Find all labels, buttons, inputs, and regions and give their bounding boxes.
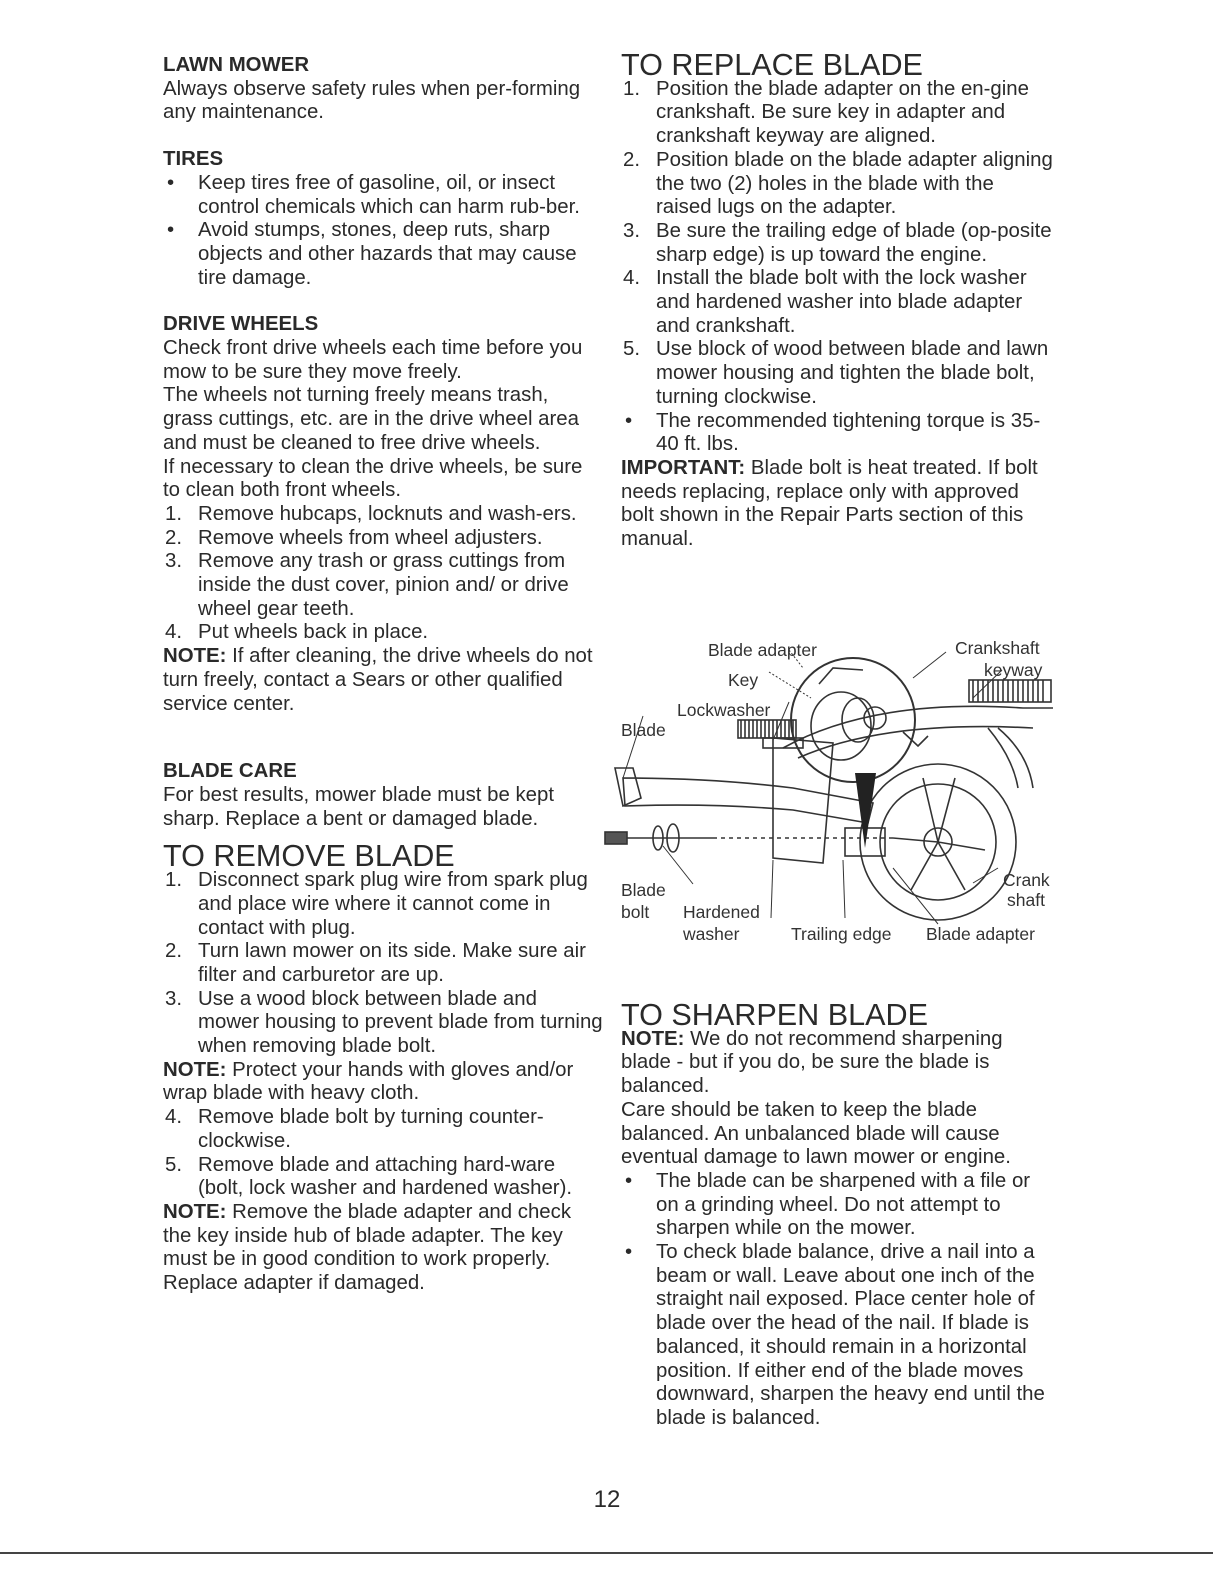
sharpen-p1: Care should be taken to keep the blade balanced. An unbalanced blade will cause eventual damage to lawn mower or engine. (621, 1098, 1011, 1169)
heading-lawn-mower: LAWN MOWER (163, 54, 310, 76)
list-item: 2. Position blade on the blade adapter aligning the two (2) holes in the blade with the raised lugs on the adapter. (623, 148, 1053, 219)
label-blade-top: Blade (621, 720, 666, 740)
tires-list (163, 172, 603, 291)
lawn-mower-text: Always observe safety rules when per-forming any maintenance. (163, 77, 581, 124)
heading-blade-care: BLADE CARE (163, 760, 297, 783)
label-blade-adapter-bottom: Blade adapter (926, 924, 1035, 944)
list-item: 3. Remove any trash or grass cuttings from inside the dust cover, pinion and/ or drive wheel gear teeth. (165, 550, 569, 620)
sharpen-list (621, 1170, 1053, 1431)
label-hardened-1: Hardened (683, 902, 760, 922)
left-column (163, 54, 603, 1296)
list-item: 3. Be sure the trailing edge of blade (op-posite sharp edge) is up toward the engine. (623, 219, 1052, 266)
bottom-rule (0, 1552, 1213, 1554)
label-hardened-2: washer (683, 924, 740, 944)
heading-sharpen-blade: TO SHARPEN BLADE (621, 998, 929, 1032)
label-crank-1: Crank (1003, 870, 1050, 890)
blade-shape (623, 778, 873, 823)
remove-blade-note2: NOTE: Remove the blade adapter and check the key inside hub of blade adapter. The key must be in good condition to work properly. Replace adapter if damaged. (163, 1200, 572, 1295)
label-blade-bolt-2: bolt (621, 902, 650, 922)
list-item: 4. Put wheels back in place. (165, 621, 429, 644)
section-replace-blade (621, 48, 1053, 552)
list-item: • The blade can be sharpened with a file or on a grinding wheel. Do not attempt to sharpen while on the mower. (625, 1169, 1031, 1240)
blade-care-text: For best results, mower blade must be kept sharp. Replace a bent or damaged blade. (163, 783, 554, 830)
label-blade-adapter-top: Blade adapter (708, 640, 817, 660)
detail-pointer-arrow (855, 773, 876, 848)
section-remove-blade (163, 839, 603, 1295)
list-item: 2. Turn lawn mower on its side. Make sure air filter and carburetor are up. (165, 940, 586, 986)
replace-blade-steps (621, 78, 1053, 457)
list-item: • Keep tires free of gasoline, oil, or insect control chemicals which can harm rub-ber. (167, 171, 580, 218)
label-lockwasher: Lockwasher (677, 700, 771, 720)
heading-drive-wheels: DRIVE WHEELS (163, 313, 319, 336)
sharpen-note: NOTE: We do not recommend sharpening blade - but if you do, be sure the blade is balanced. (621, 1027, 1003, 1098)
right-column (621, 48, 1053, 552)
list-item: • Avoid stumps, stones, deep ruts, sharp objects and other hazards that may cause tire damage. (167, 219, 577, 289)
heading-tires: TIRES (163, 148, 224, 171)
section-sharpen-blade (621, 998, 1053, 1431)
heading-replace-blade: TO REPLACE BLADE (621, 48, 923, 82)
blade-assembly-illustration (593, 628, 1058, 958)
label-crankshaft-keyway-2: keyway (984, 660, 1043, 680)
section-blade-care (163, 760, 603, 831)
list-item: 1. Position the blade adapter on the en-gine crankshaft. Be sure key in adapter and crankshaft keyway are aligned. (623, 77, 1029, 148)
label-crank-2: shaft (1007, 890, 1045, 910)
drive-wheels-p3: If necessary to clean the drive wheels, be sure to clean both front wheels. (163, 455, 583, 502)
label-blade-bolt-1: Blade (621, 880, 666, 900)
label-trailing-edge: Trailing edge (791, 924, 892, 944)
right-column-lower (621, 998, 1053, 1431)
list-item: 5. Use block of wood between blade and lawn mower housing and tighten the blade bolt, turning clockwise. (623, 338, 1049, 408)
section-tires (163, 148, 603, 290)
list-item: 4. Install the blade bolt with the lock washer and hardened washer into blade adapter and crankshaft. (623, 267, 1027, 337)
drive-wheels-steps (163, 503, 603, 645)
section-lawn-mower (163, 54, 603, 125)
list-item: • The recommended tightening torque is 35-40 ft. lbs. (625, 409, 1041, 456)
drive-wheels-p1: Check front drive wheels each time before you mow to be sure they move freely. (163, 337, 583, 383)
list-item: 3. Use a wood block between blade and mower housing to prevent blade from turning when removing blade bolt. (165, 987, 603, 1058)
drive-wheels-note: NOTE: If after cleaning, the drive wheels do not turn freely, contact a Sears or other qualified service center. (163, 645, 593, 715)
list-item: 2. Remove wheels from wheel adjusters. (165, 526, 543, 549)
page-number: 12 (593, 1486, 621, 1513)
label-crankshaft-keyway-1: Crankshaft (955, 638, 1040, 658)
remove-blade-steps-b (163, 1106, 603, 1201)
remove-blade-note1: NOTE: Protect your hands with gloves and/or wrap blade with heavy cloth. (163, 1058, 574, 1105)
list-item: 1. Remove hubcaps, locknuts and wash-ers. (165, 502, 577, 525)
important-note: IMPORTANT: Blade bolt is heat treated. If bolt needs replacing, replace only with approved bolt shown in the Repair Parts section of this manual. (621, 456, 1038, 551)
remove-blade-steps-a (163, 869, 603, 1059)
section-drive-wheels (163, 313, 603, 716)
blade-assembly-diagram (593, 628, 1058, 958)
list-item: • To check blade balance, drive a nail into a beam or wall. Leave about one inch of the straight nail exposed. Place center hole of blade over the head of the nail. If blade is balanced, it should remain in a horizontal position. If either end of the blade moves downward, sharpen the heavy end until the blade is balanced. (625, 1241, 1045, 1429)
list-item: 4. Remove blade bolt by turning counter-clockwise. (165, 1106, 544, 1152)
label-key: Key (728, 670, 759, 690)
drive-wheels-p2: The wheels not turning freely means trash, grass cuttings, etc. are in the drive wheel area and must be cleaned to free drive wheels. (163, 384, 579, 454)
heading-remove-blade: TO REMOVE BLADE (163, 839, 455, 874)
list-item: 5. Remove blade and attaching hard-ware (bolt, lock washer and hardened washer). (165, 1153, 573, 1200)
list-item: 1. Disconnect spark plug wire from spark plug and place wire where it cannot come in contact with plug. (165, 869, 588, 939)
